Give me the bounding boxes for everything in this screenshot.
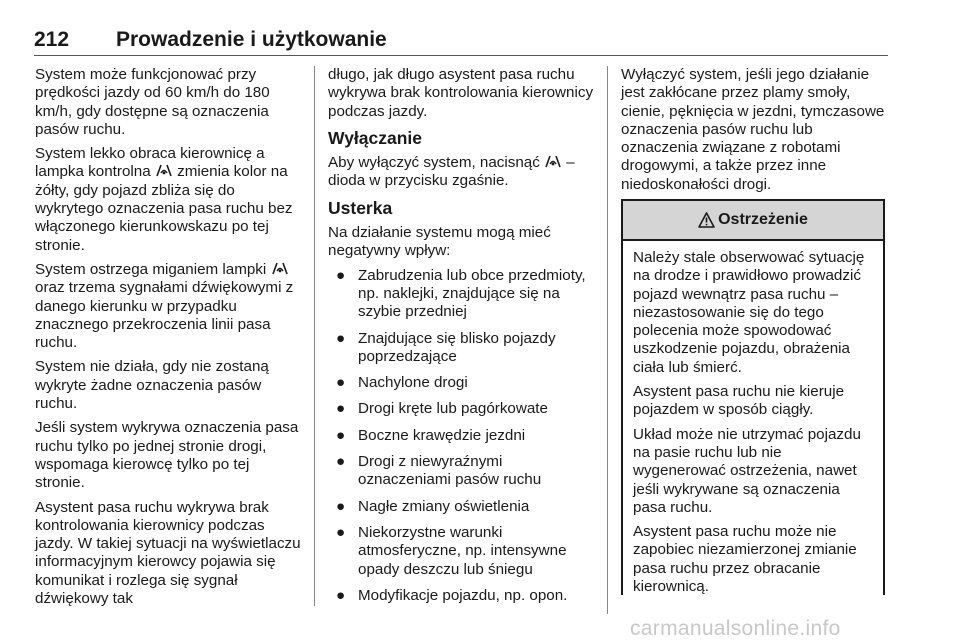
column-divider	[607, 66, 608, 614]
section-heading-off: Wyłączanie	[328, 127, 423, 148]
list-item: ● Nagłe zmiany oświetlenia	[336, 497, 530, 515]
lane-keep-assist-icon	[155, 164, 173, 177]
watermark: carmanualsonline.info	[630, 617, 841, 640]
list-item: ● Znajdujące się blisko pojazdy poprzedzające	[336, 329, 556, 365]
fault-list	[328, 267, 598, 605]
list-item: ● Drogi z niewyraźnymi oznaczeniami pasów ruchu	[336, 453, 542, 489]
warning-paragraph: Układ może nie utrzymać pojazdu na pasie ruchu lub nie wygenerować ostrzeżenia, nawet jeśli wykrywane są oznaczenia pasa ruchu.	[633, 425, 861, 516]
bullet-icon: ●	[336, 453, 346, 471]
list-item: ● Modyfikacje pojazdu, np. opon.	[336, 586, 568, 604]
paragraph: System ostrzega miganiem lampki oraz trzema sygnałami dźwiękowymi z danego kierunku w przypadku znacznego przekroczenia linii pasa ruchu.	[35, 260, 294, 352]
bullet-icon: ●	[336, 400, 346, 418]
paragraph: Asystent pasa ruchu wykrywa brak kontrolowania kierownicy podczas jazdy. W takiej sytuacji na wyświetlaczu informacyjnym kierowcy pojawia się komunikat i rozlega się sygnał dźwiękowy tak	[35, 498, 301, 608]
list-item: ● Zabrudzenia lub obce przedmioty, np. naklejki, znajdujące się na szybie przedniej	[336, 266, 586, 321]
bullet-icon: ●	[336, 329, 346, 347]
warning-body	[623, 241, 883, 596]
warning-header	[623, 201, 883, 241]
bullet-icon: ●	[336, 426, 346, 444]
bullet-icon: ●	[336, 266, 346, 284]
paragraph: długo, jak długo asystent pasa ruchu wykrywa brak kontrolowania kierownicy podczas jazdy.	[328, 66, 594, 120]
paragraph: System nie działa, gdy nie zostaną wykryte żadne oznaczenia pasów ruchu.	[35, 358, 269, 413]
bullet-icon: ●	[336, 374, 346, 392]
column-2	[328, 66, 598, 613]
header-divider	[34, 55, 888, 56]
warning-paragraph: Asystent pasa ruchu może nie zapobiec niezamierzonej zmianie pasa ruchu przez obracanie kierownicą.	[633, 523, 857, 596]
paragraph: Na działanie systemu mogą mieć negatywny wpływ:	[328, 224, 551, 260]
paragraph: Wyłączyć system, jeśli jego działanie jest zakłócane przez plamy smoły, cienie, pęknięcia w jezdni, tymczasowe oznaczenia pasów ruchu lub oznaczenia związane z robotami drogowymi, a także przez inne niedoskonałości drogi.	[621, 66, 885, 193]
paragraph: System może funkcjonować przy prędkości jazdy od 60 km/h do 180 km/h, gdy dostępne są oznaczenia pasów ruchu.	[35, 66, 270, 138]
warning-triangle-icon	[698, 212, 715, 228]
list-item: ● Boczne krawędzie jezdni	[336, 426, 526, 444]
chapter-title: Prowadzenie i użytkowanie	[116, 28, 387, 51]
list-item: ● Drogi kręte lub pagórkowate	[336, 400, 548, 418]
paragraph: Jeśli system wykrywa oznaczenia pasa ruchu tylko po jednej stronie drogi, wspomaga kierowcę tylko po tej stronie.	[35, 419, 299, 492]
page-header	[34, 28, 888, 54]
list-item: ● Nachylone drogi	[336, 374, 468, 392]
lane-keep-assist-icon	[544, 155, 562, 168]
bullet-icon: ●	[336, 523, 346, 541]
page-number: 212	[34, 28, 70, 51]
warning-paragraph: Asystent pasa ruchu nie kieruje pojazdem w sposób ciągły.	[633, 383, 845, 419]
column-divider	[314, 66, 315, 606]
paragraph: System lekko obraca kierownicę a lampka kontrolna zmienia kolor na żółty, gdy pojazd zbliża się do wykrytego oznaczenia pasa ruchu bez włączonego kierunkowskazu po tej stronie.	[35, 145, 293, 254]
paragraph: Aby wyłączyć system, nacisnąć – dioda w przycisku zgaśnie.	[328, 154, 575, 190]
lane-keep-assist-icon	[271, 262, 289, 275]
column-3	[621, 66, 887, 200]
warning-box	[621, 199, 885, 595]
column-1	[35, 66, 301, 614]
section-heading-fault: Usterka	[328, 197, 393, 218]
list-item: ● Niekorzystne warunki atmosferyczne, np. intensywne opady deszczu lub śniegu	[336, 523, 567, 578]
bullet-icon: ●	[336, 586, 346, 604]
warning-title: Ostrzeżenie	[718, 211, 808, 228]
bullet-icon: ●	[336, 497, 346, 515]
warning-paragraph: Należy stale obserwować sytuację na drodze i prawidłowo prowadzić pojazd wewnątrz pasa ruchu – niezastosowanie się do tego polecenia może spowodować uszkodzenie pojazdu, obrażenia ciała lub śmierć.	[633, 249, 865, 376]
